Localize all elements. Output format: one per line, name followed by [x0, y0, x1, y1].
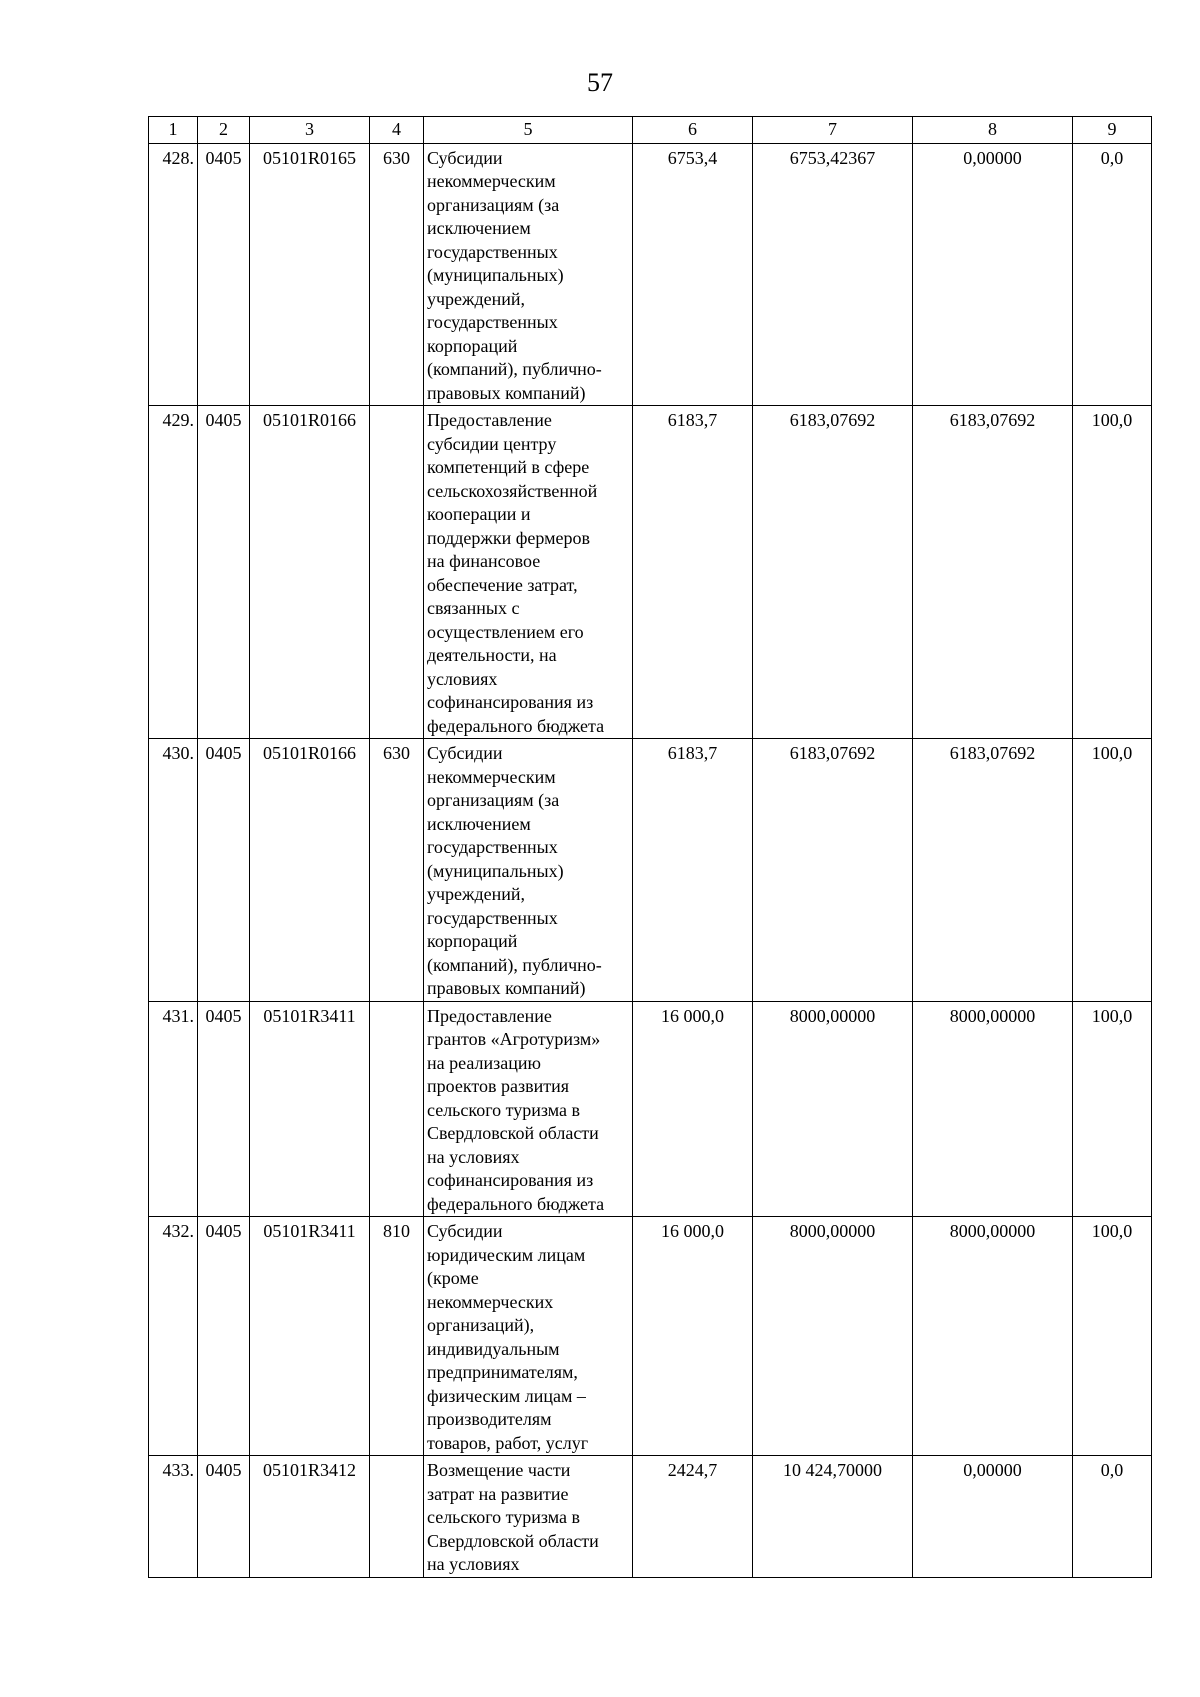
expense-type-code [370, 406, 424, 739]
percent-value: 100,0 [1073, 739, 1152, 1002]
percent-value: 100,0 [1073, 406, 1152, 739]
target-code: 05101R3411 [250, 1217, 370, 1456]
expense-type-code: 810 [370, 1217, 424, 1456]
expense-type-code: 630 [370, 739, 424, 1002]
target-code: 05101R0165 [250, 143, 370, 406]
fact-amount: 6183,07692 [913, 406, 1073, 739]
column-header: 3 [250, 117, 370, 144]
column-header: 1 [149, 117, 198, 144]
row-number: 429. [149, 406, 198, 739]
section-code: 0405 [198, 1217, 250, 1456]
target-code: 05101R3411 [250, 1001, 370, 1217]
column-header: 4 [370, 117, 424, 144]
column-header: 7 [753, 117, 913, 144]
plan-amount: 2424,7 [633, 1456, 753, 1578]
percent-value: 0,0 [1073, 1456, 1152, 1578]
table-row [149, 1217, 1152, 1456]
section-code: 0405 [198, 739, 250, 1002]
plan-amount: 6183,7 [633, 406, 753, 739]
executed-amount: 8000,00000 [753, 1217, 913, 1456]
executed-amount: 8000,00000 [753, 1001, 913, 1217]
plan-amount: 6753,4 [633, 143, 753, 406]
fact-amount: 0,00000 [913, 143, 1073, 406]
section-code: 0405 [198, 143, 250, 406]
expense-type-code: 630 [370, 143, 424, 406]
plan-amount: 16 000,0 [633, 1001, 753, 1217]
table-row [149, 143, 1152, 406]
row-number: 432. [149, 1217, 198, 1456]
expense-type-code [370, 1001, 424, 1217]
column-header: 2 [198, 117, 250, 144]
item-name: Субсидии некоммерческим организациям (за исключением государственных (муниципальных) учреждений, государственных корпораций (компаний), публично- правовых компаний) [424, 739, 633, 1002]
header-row [149, 117, 1152, 144]
executed-amount: 6183,07692 [753, 406, 913, 739]
target-code: 05101R0166 [250, 739, 370, 1002]
item-name: Субсидии некоммерческим организациям (за исключением государственных (муниципальных) учреждений, государственных корпораций (компаний), публично- правовых компаний) [424, 143, 633, 406]
expense-type-code [370, 1456, 424, 1578]
executed-amount: 10 424,70000 [753, 1456, 913, 1578]
column-header: 6 [633, 117, 753, 144]
percent-value: 100,0 [1073, 1001, 1152, 1217]
section-code: 0405 [198, 1001, 250, 1217]
table-row [149, 1001, 1152, 1217]
row-number: 428. [149, 143, 198, 406]
item-name: Возмещение части затрат на развитие сельского туризма в Свердловской области на условиях [424, 1456, 633, 1578]
row-number: 430. [149, 739, 198, 1002]
target-code: 05101R0166 [250, 406, 370, 739]
executed-amount: 6753,42367 [753, 143, 913, 406]
executed-amount: 6183,07692 [753, 739, 913, 1002]
target-code: 05101R3412 [250, 1456, 370, 1578]
fact-amount: 8000,00000 [913, 1001, 1073, 1217]
table-row [149, 406, 1152, 739]
item-name: Субсидии юридическим лицам (кроме некоммерческих организаций), индивидуальным предпринимателям, физическим лицам – производителям товаров, работ, услуг [424, 1217, 633, 1456]
fact-amount: 8000,00000 [913, 1217, 1073, 1456]
section-code: 0405 [198, 1456, 250, 1578]
budget-table [148, 116, 1152, 1578]
row-number: 433. [149, 1456, 198, 1578]
table-row [149, 739, 1152, 1002]
plan-amount: 16 000,0 [633, 1217, 753, 1456]
section-code: 0405 [198, 406, 250, 739]
plan-amount: 6183,7 [633, 739, 753, 1002]
item-name: Предоставление субсидии центру компетенций в сфере сельскохозяйственной кооперации и поддержки фермеров на финансовое обеспечение затрат, связанных с осуществлением его деятельности, на условиях софинансирования из федерального бюджета [424, 406, 633, 739]
column-header: 9 [1073, 117, 1152, 144]
fact-amount: 0,00000 [913, 1456, 1073, 1578]
page-number: 57 [587, 68, 613, 97]
item-name: Предоставление грантов «Агротуризм» на реализацию проектов развития сельского туризма в Свердловской области на условиях софинансирования из федерального бюджета [424, 1001, 633, 1217]
fact-amount: 6183,07692 [913, 739, 1073, 1002]
column-header: 8 [913, 117, 1073, 144]
percent-value: 0,0 [1073, 143, 1152, 406]
table-row [149, 1456, 1152, 1578]
row-number: 431. [149, 1001, 198, 1217]
percent-value: 100,0 [1073, 1217, 1152, 1456]
column-header: 5 [424, 117, 633, 144]
